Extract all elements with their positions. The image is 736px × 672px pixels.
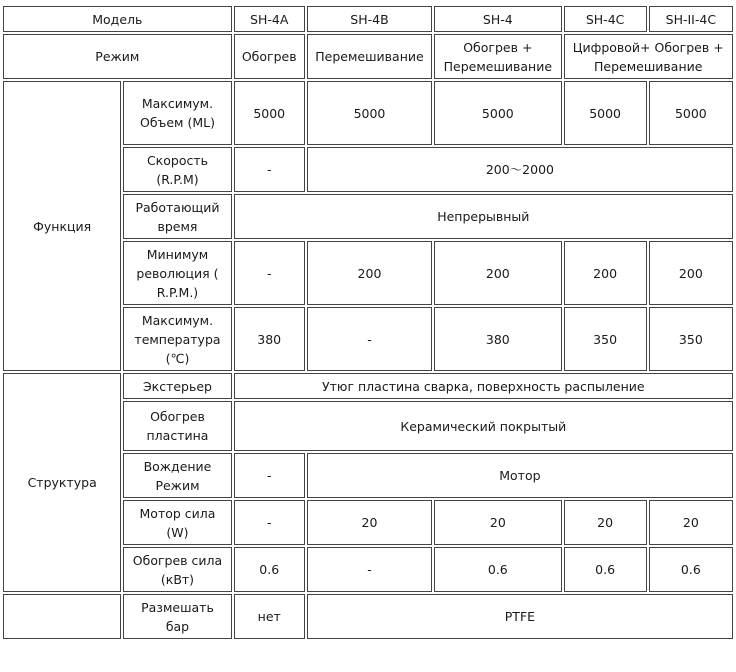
max-volume-sh-4b: 5000 bbox=[307, 81, 432, 145]
max-temperature-label: Максимум. температура (℃) bbox=[123, 307, 231, 371]
stir-bar-sh-4a: нет bbox=[234, 594, 305, 639]
max-volume-row bbox=[3, 81, 733, 145]
header-row bbox=[3, 6, 733, 32]
mode-sh-4b: Перемешивание bbox=[307, 34, 432, 79]
heating-plate-label: Обогрев пластина bbox=[123, 401, 231, 451]
model-header: Модель bbox=[3, 6, 232, 32]
motor-power-sh-4c: 20 bbox=[564, 500, 647, 545]
drive-mode-label: Вождение Режим bbox=[123, 453, 231, 498]
stir-bar-value: PTFE bbox=[307, 594, 733, 639]
max-temperature-sh-ii-4c: 350 bbox=[649, 307, 733, 371]
max-temperature-sh-4a: 380 bbox=[234, 307, 305, 371]
model-sh-4: SH-4 bbox=[434, 6, 561, 32]
max-volume-sh-ii-4c: 5000 bbox=[649, 81, 733, 145]
function-section-label: Функция bbox=[3, 81, 121, 371]
model-sh-ii-4c: SH-II-4C bbox=[649, 6, 733, 32]
max-volume-label: Максимум. Объем (ML) bbox=[123, 81, 231, 145]
min-revolution-label: Минимум революция ( R.P.M.) bbox=[123, 241, 231, 305]
spec-table bbox=[1, 4, 735, 641]
exterior-row bbox=[3, 373, 733, 399]
stir-bar-label: Размешать бар bbox=[123, 594, 231, 639]
motor-power-sh-4: 20 bbox=[434, 500, 561, 545]
model-sh-4c: SH-4C bbox=[564, 6, 647, 32]
motor-power-sh-ii-4c: 20 bbox=[649, 500, 733, 545]
heating-power-sh-4b: - bbox=[307, 547, 432, 592]
mode-label: Режим bbox=[3, 34, 232, 79]
mode-row bbox=[3, 34, 733, 79]
motor-power-label: Мотор сила (W) bbox=[123, 500, 231, 545]
heating-power-sh-4a: 0.6 bbox=[234, 547, 305, 592]
drive-mode-sh-4a: - bbox=[234, 453, 305, 498]
exterior-value: Утюг пластина сварка, поверхность распыление bbox=[234, 373, 733, 399]
motor-power-sh-4b: 20 bbox=[307, 500, 432, 545]
heating-plate-value: Керамический покрытый bbox=[234, 401, 733, 451]
speed-range: 200～2000 bbox=[307, 147, 733, 192]
min-revolution-sh-4b: 200 bbox=[307, 241, 432, 305]
exterior-label: Экстерьер bbox=[123, 373, 231, 399]
heating-power-label: Обогрев сила (кВт) bbox=[123, 547, 231, 592]
drive-mode-value: Мотор bbox=[307, 453, 733, 498]
max-volume-sh-4a: 5000 bbox=[234, 81, 305, 145]
speed-label: Скорость (R.P.M) bbox=[123, 147, 231, 192]
min-revolution-sh-4c: 200 bbox=[564, 241, 647, 305]
heating-power-sh-4c: 0.6 bbox=[564, 547, 647, 592]
max-temperature-sh-4c: 350 bbox=[564, 307, 647, 371]
max-temperature-sh-4b: - bbox=[307, 307, 432, 371]
max-volume-sh-4: 5000 bbox=[434, 81, 561, 145]
model-sh-4b: SH-4B bbox=[307, 6, 432, 32]
motor-power-sh-4a: - bbox=[234, 500, 305, 545]
max-temperature-sh-4: 380 bbox=[434, 307, 561, 371]
max-volume-sh-4c: 5000 bbox=[564, 81, 647, 145]
mode-sh-4a: Обогрев bbox=[234, 34, 305, 79]
min-revolution-sh-4: 200 bbox=[434, 241, 561, 305]
heating-power-sh-4: 0.6 bbox=[434, 547, 561, 592]
structure-section-label: Структура bbox=[3, 373, 121, 592]
stir-bar-blank-cell bbox=[3, 594, 121, 639]
mode-sh-4: Обогрев + Перемешивание bbox=[434, 34, 561, 79]
working-time-label: Работающий время bbox=[123, 194, 231, 239]
model-sh-4a: SH-4A bbox=[234, 6, 305, 32]
heating-power-sh-ii-4c: 0.6 bbox=[649, 547, 733, 592]
working-time-value: Непрерывный bbox=[234, 194, 733, 239]
mode-sh-4c-sh-ii-4c: Цифровой+ Обогрев + Перемешивание bbox=[564, 34, 734, 79]
min-revolution-sh-ii-4c: 200 bbox=[649, 241, 733, 305]
stir-bar-row bbox=[3, 594, 733, 639]
speed-sh-4a: - bbox=[234, 147, 305, 192]
min-revolution-sh-4a: - bbox=[234, 241, 305, 305]
